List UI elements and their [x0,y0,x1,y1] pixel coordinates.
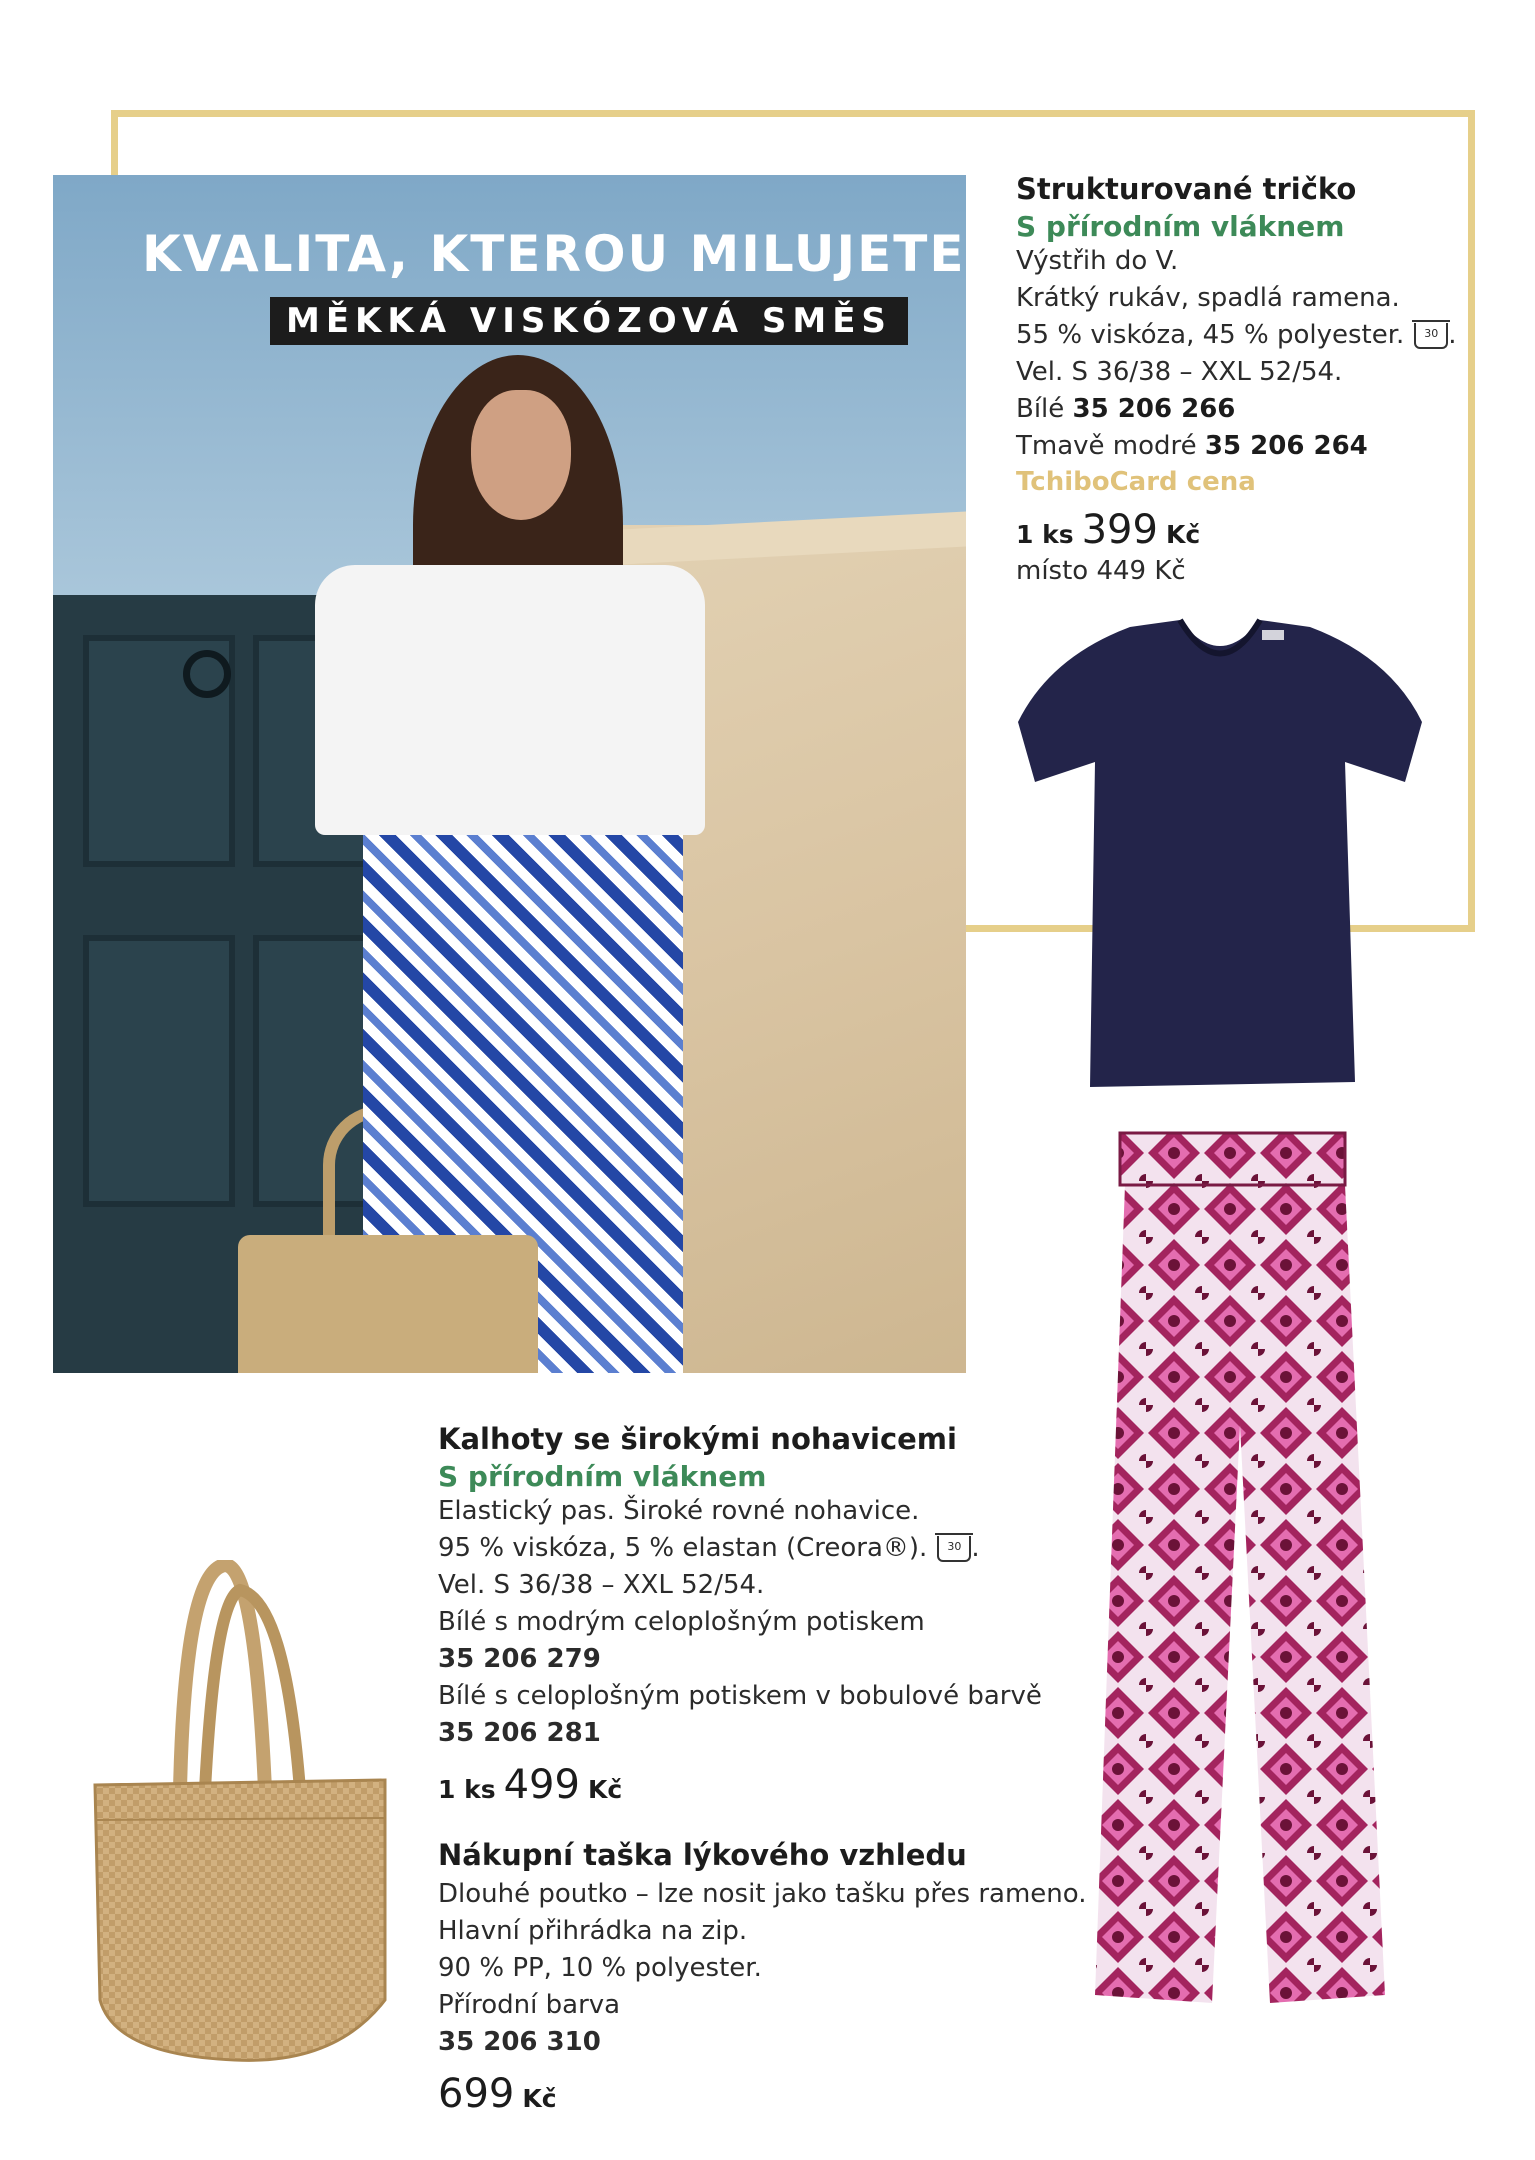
pants-variant2-code: 35 206 281 [438,1718,601,1748]
model-face [471,390,571,520]
tshirt-image [1010,612,1430,1092]
bag-color: Přírodní barva [438,1990,621,2020]
tshirt-sizes: Vel. S 36/38 – XXL 52/54. [1016,357,1343,387]
bag-info [438,1838,1086,2117]
pants-material: 95 % viskóza, 5 % elastan (Creora®). [438,1533,928,1563]
hero-title: KVALITA, KTEROU MILUJETE. [142,225,987,283]
tshirt-line2: Krátký rukáv, spadlá ramena. [1016,283,1400,313]
pants-title: Kalhoty se širokými nohavicemi [438,1422,957,1456]
pants-price [438,1762,1042,1808]
tshirt-material-row: 55 % viskóza, 45 % polyester. 30 . [1016,320,1457,350]
tshirt-material: 55 % viskóza, 45 % polyester. [1016,320,1405,350]
pants-variant2-name: Bílé s celoplošným potiskem v bobulové barvě [438,1681,1042,1711]
tshirt-variant2-name: Tmavě modré [1016,431,1197,461]
tshirt-price-value: 399 [1081,507,1158,553]
bag-price [438,2071,1086,2117]
pants-currency: Kč [587,1775,623,1804]
bag-price-value: 699 [438,2071,515,2117]
tshirt-variant2 [1016,428,1457,465]
pants-info [438,1422,1042,1808]
tshirt-subtitle: S přírodním vláknem [1016,210,1345,243]
tshirt-line1: Výstřih do V. [1016,246,1179,276]
tshirt-title: Strukturované tričko [1016,172,1357,206]
pants-variant1-name: Bílé s modrým celoplošným potiskem [438,1607,925,1637]
hero-photo [53,175,966,1373]
tshirt-old-price: místo 449 Kč [1016,556,1186,586]
door-knocker [183,650,231,698]
pants-price-value: 499 [503,1762,580,1808]
bag-line2: Hlavní přihrádka na zip. [438,1916,748,1946]
bag-title: Nákupní taška lýkového vzhledu [438,1838,967,1872]
bag-line1: Dlouhé poutko – lze nosit jako tašku přes rameno. [438,1879,1087,1909]
pants-variant1-code: 35 206 279 [438,1644,601,1674]
bag-currency: Kč [522,2084,557,2113]
pants-material-row: 95 % viskóza, 5 % elastan (Creora®). 30 . [438,1533,980,1563]
pants-line1: Elastický pas. Široké rovné nohavice. [438,1496,920,1526]
tshirt-variant2-code: 35 206 264 [1204,431,1368,461]
bag-material: 90 % PP, 10 % polyester. [438,1953,762,1983]
model-shirt [315,565,705,835]
trousers-image [1090,1125,1390,2015]
tshirt-variant1-name: Bílé [1016,394,1065,424]
tshirt-variant1-code: 35 206 266 [1072,394,1236,424]
tshirt-card-price-label: TchiboCard cena [1016,467,1256,497]
tshirt-qty: 1 ks [1016,520,1074,549]
pants-sizes: Vel. S 36/38 – XXL 52/54. [438,1570,765,1600]
bag-code: 35 206 310 [438,2027,601,2057]
tshirt-info [1016,172,1457,590]
tshirt-currency: Kč [1165,520,1201,549]
wash-30-icon: 30 [1414,323,1448,349]
pants-subtitle: S přírodním vláknem [438,1460,767,1493]
tote-bag-image [85,1560,395,2070]
door-panel [83,935,235,1207]
wash-30-icon: 30 [937,1536,971,1562]
tshirt-variant1 [1016,391,1457,428]
tshirt-price [1016,507,1457,553]
hero-badge: MĚKKÁ VISKÓZOVÁ SMĚS [270,297,908,345]
pants-qty: 1 ks [438,1775,496,1804]
model-bag [238,1235,538,1373]
